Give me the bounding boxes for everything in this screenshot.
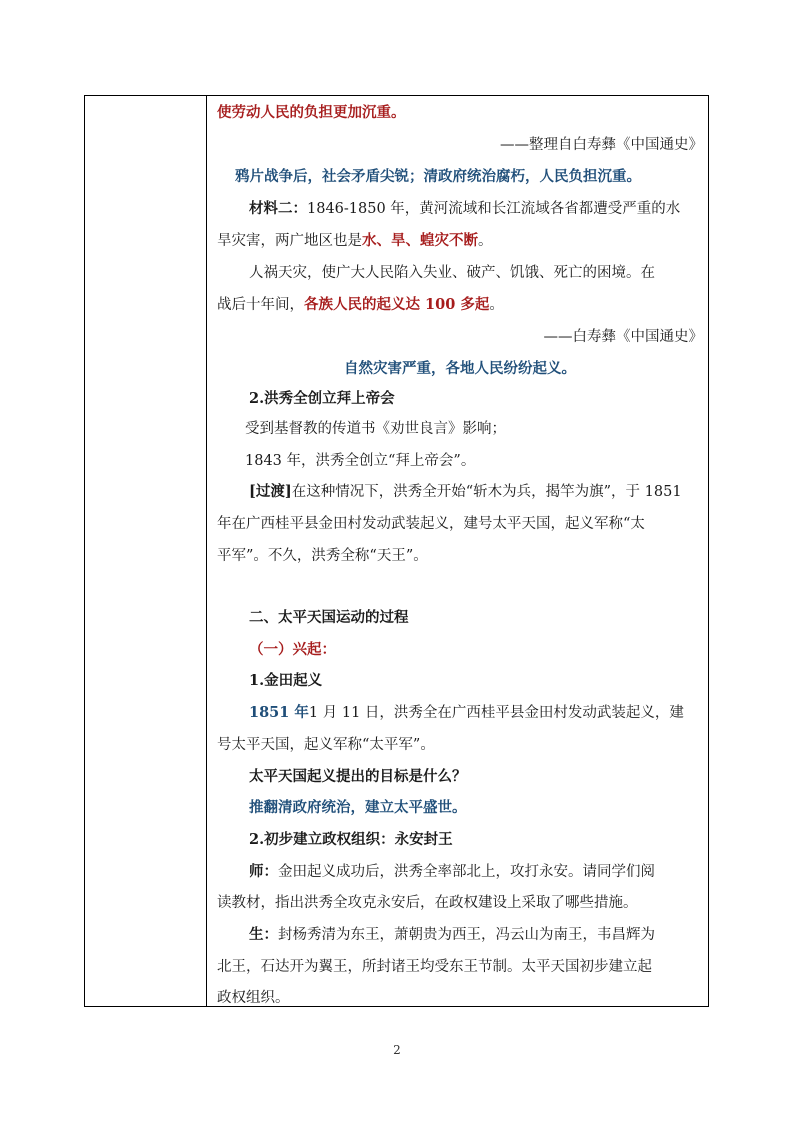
text-line: 北王，石达开为翼王，所封诸王均受东王节制。太平天国初步建立起	[217, 959, 652, 975]
student-label: 生：	[249, 926, 278, 943]
source-citation: ——整理自白寿彝《中国通史》	[500, 137, 703, 153]
text-line: 1843 年，洪秀全创立“拜上帝会”。	[245, 453, 476, 469]
material-label: 材料二：	[249, 200, 307, 217]
answer-line: 推翻清政府统治，建立太平盛世。	[249, 799, 467, 816]
text-line: 使劳动人民的负担更加沉重。	[217, 104, 406, 121]
lesson-table	[84, 95, 709, 1007]
highlight-span: 水、旱、蝗灾不断	[362, 232, 478, 249]
summary-line: 鸦片战争后，社会矛盾尖锐；清政府统治腐朽，人民负担沉重。	[235, 168, 641, 185]
text-span: 1846-1850 年，黄河流域和长江流域各省都遭受严重的水	[307, 201, 681, 217]
text-line	[217, 231, 493, 251]
section-heading: 二、太平天国运动的过程	[249, 609, 409, 626]
summary-line: 自然灾害严重，各地人民纷纷起义。	[344, 360, 576, 377]
text-line: 号太平天国，起义军称“太平军”。	[217, 737, 435, 753]
text-line	[249, 703, 684, 723]
highlight-span: 1851 年	[249, 704, 309, 721]
text-line: 人祸天灾，使广大人民陷入失业、破产、饥饿、死亡的困境。在	[249, 265, 655, 281]
transition-label: [过渡]	[249, 483, 292, 500]
text-line: 年在广西桂平县金田村发动武装起义，建号太平天国，起义军称“太	[217, 516, 645, 532]
teacher-label: 师：	[249, 863, 278, 880]
text-span: 。	[478, 233, 493, 249]
text-line	[249, 862, 655, 882]
highlight-span: 各族人民的起义达 100 多起	[304, 296, 490, 313]
table-left-column	[85, 96, 207, 1006]
text-line: 平军”。不久，洪秀全称“天王”。	[217, 548, 428, 564]
section-heading: 2.初步建立政权组织：永安封王	[249, 831, 453, 848]
text-span: 战后十年间，	[217, 297, 304, 313]
text-line	[249, 482, 682, 502]
text-line	[249, 199, 680, 219]
question-line: 太平天国起义提出的目标是什么？	[249, 768, 467, 785]
source-citation: ——白寿彝《中国通史》	[543, 329, 703, 345]
text-span: 。	[489, 297, 504, 313]
text-line	[217, 295, 504, 315]
text-line: 受到基督教的传道书《劝世良言》影响；	[245, 421, 506, 437]
text-line: 读教材，指出洪秀全攻克永安后，在政权建设上采取了哪些措施。	[217, 895, 638, 911]
text-span: 旱灾害，两广地区也是	[217, 233, 362, 249]
text-line: 政权组织。	[217, 990, 290, 1006]
text-line	[249, 925, 655, 945]
subsection-heading: （一）兴起：	[249, 641, 336, 658]
page-number: 2	[393, 1043, 401, 1057]
text-span: 1 月 11 日，洪秀全在广西桂平县金田村发动武装起义，建	[308, 705, 684, 721]
section-heading: 1.金田起义	[249, 672, 323, 689]
text-span: 封杨秀清为东王，萧朝贵为西王，冯云山为南王，韦昌辉为	[278, 927, 655, 943]
section-heading: 2.洪秀全创立拜上帝会	[249, 390, 395, 407]
text-span: 在这种情况下，洪秀全开始“斩木为兵，揭竿为旗”，于 1851	[291, 484, 682, 500]
text-span: 金田起义成功后，洪秀全率部北上，攻打永安。请同学们阅	[278, 864, 655, 880]
